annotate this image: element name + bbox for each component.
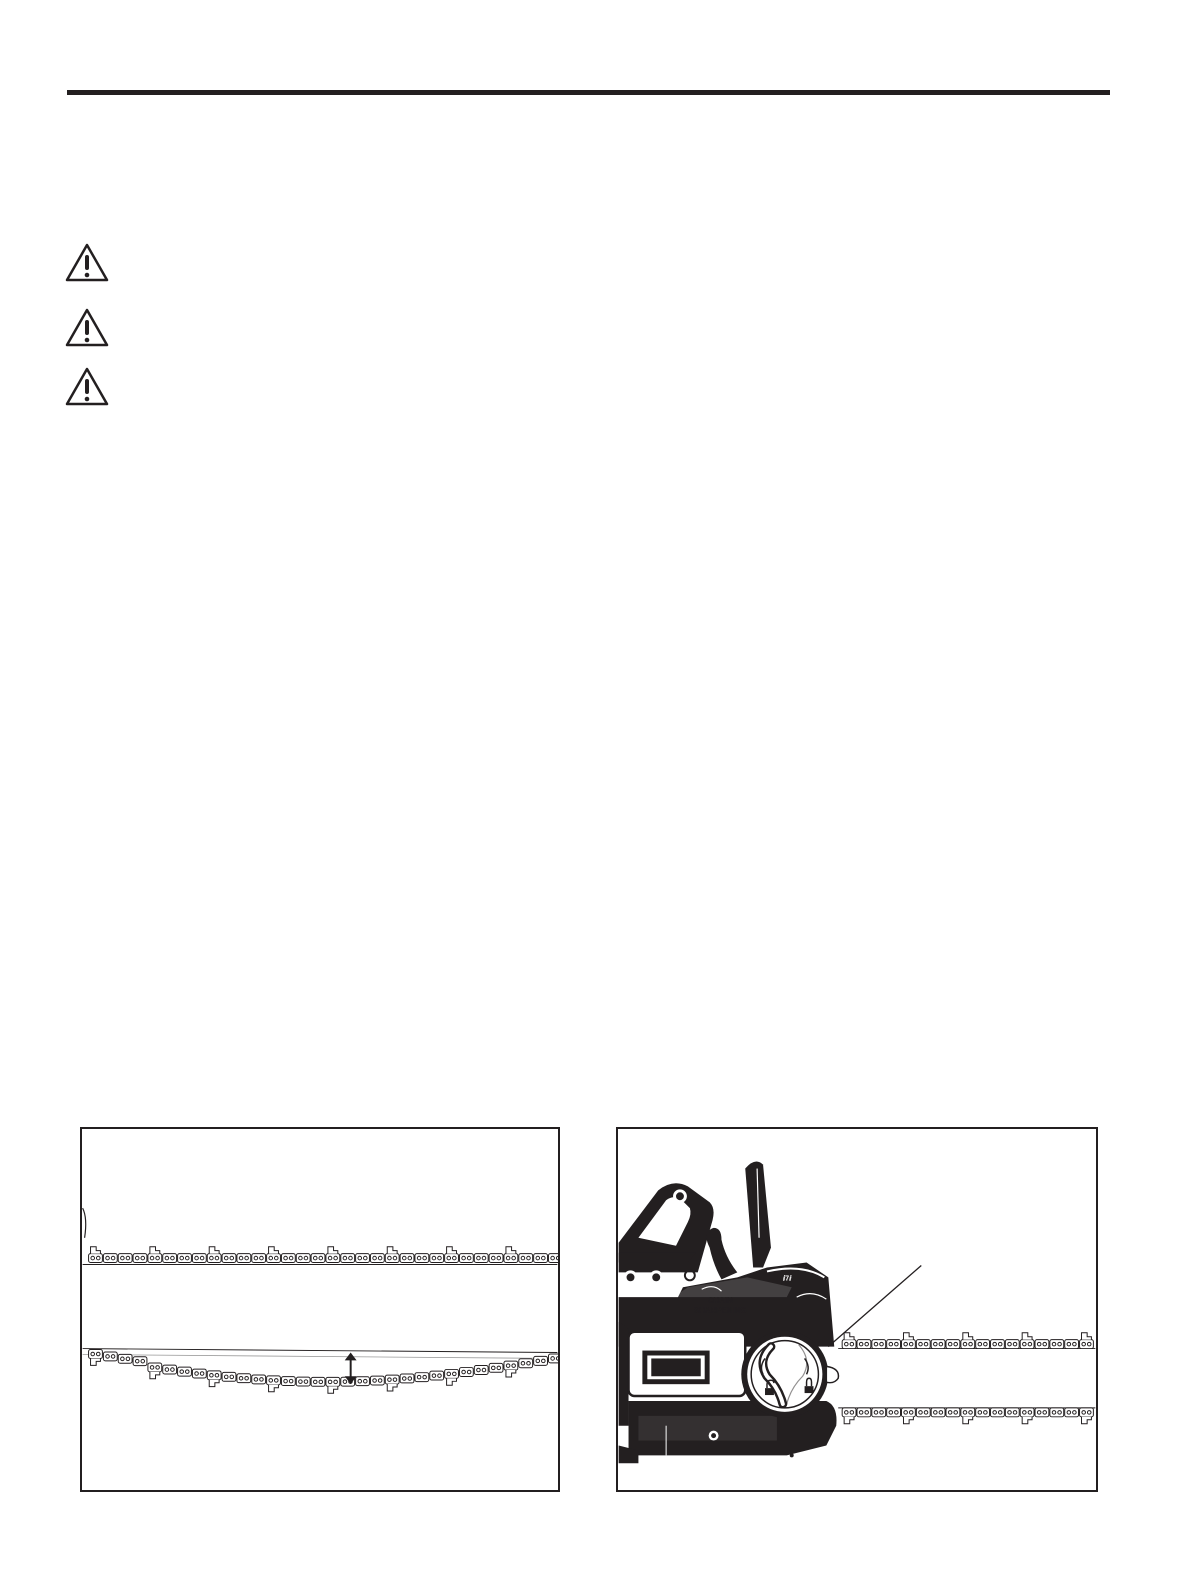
upper-chain xyxy=(89,1247,558,1263)
housing-label-line2: SHARPENING xyxy=(693,1305,747,1315)
sagging-chain xyxy=(89,1350,558,1394)
tension-knob-figure xyxy=(616,1127,1098,1492)
svg-text:ⅈ7ⅈ: ⅈ7ⅈ xyxy=(782,1275,792,1283)
housing-label-line1: CHAIN xyxy=(707,1296,733,1306)
warning-triangle-icon xyxy=(64,242,110,284)
upper-chain xyxy=(842,1333,1093,1349)
chain-slack-illustration xyxy=(82,1129,558,1490)
warning-triangle-icon xyxy=(64,307,110,349)
chain-slack-figure xyxy=(80,1127,560,1492)
warning-triangle-icon xyxy=(64,366,110,408)
header-rule xyxy=(67,90,1110,95)
chainsaw-housing-illustration xyxy=(618,1129,1096,1490)
lower-chain xyxy=(842,1408,1093,1424)
